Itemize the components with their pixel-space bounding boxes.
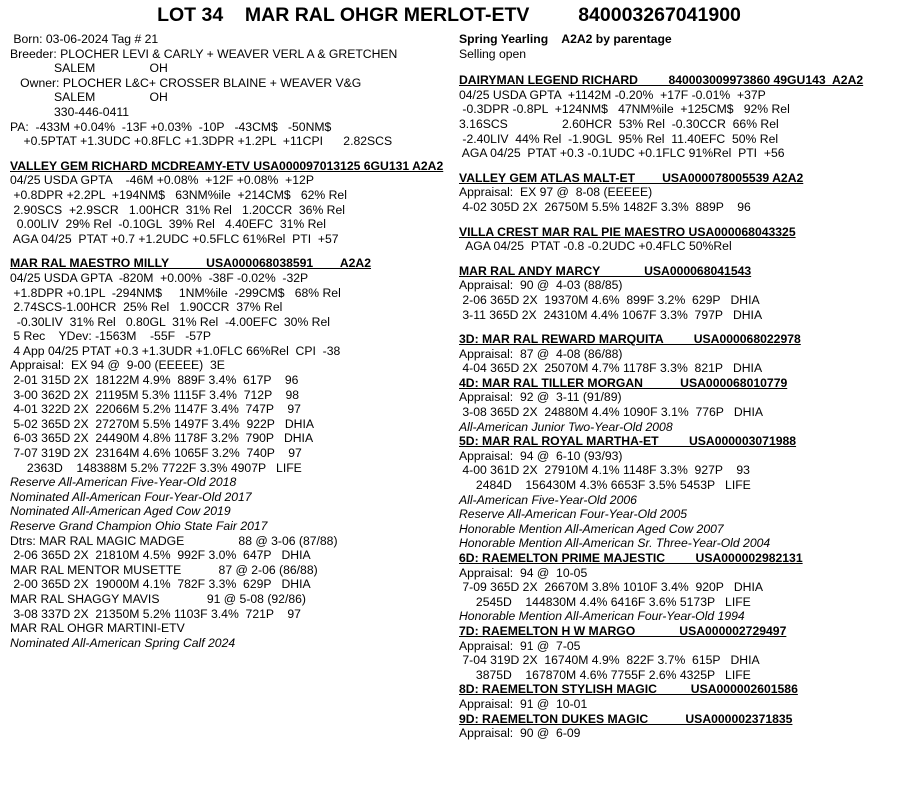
d4-info	[459, 390, 895, 419]
dam-line: +1.8DPR +0.1PL -294NM$ 1NM%ile -299CM$ 68% Rel	[10, 285, 341, 300]
pedigree-line: -2.40LIV 44% Rel -1.90GL 95% Rel 11.40EFC 50% Rel	[459, 131, 779, 146]
daughters-info	[10, 534, 446, 636]
selling-status: Selling open	[459, 46, 527, 61]
animal-info	[10, 32, 446, 149]
dam-line: 4 App 04/25 PTAT +0.3 +1.3UDR +1.0FLC 66%Rel CPI -38	[10, 343, 341, 358]
pedigree-line: Appraisal: 94 @ 10-05	[459, 565, 588, 580]
dam-line: 5-02 365D 2X 27270M 5.5% 1497F 3.4% 922P DHIA	[10, 416, 314, 431]
animal-line: SALEM OH	[10, 90, 168, 105]
d8-info	[459, 697, 895, 712]
lot-header	[0, 4, 898, 30]
d6-honors	[459, 609, 895, 624]
pedigree-line: 2484D 156430M 4.3% 6653F 3.5% 5453P LIFE	[459, 478, 751, 493]
honor-line: Nominated All-American Four-Year-Old 2017	[10, 489, 252, 504]
dam-line: 5 Rec YDev: -1563M -55F -57P	[10, 329, 211, 344]
right-column	[459, 32, 895, 741]
d3-title: 3D: MAR RAL REWARD MARQUITA USA000068022978	[459, 332, 801, 347]
d4-honors	[459, 420, 895, 435]
pedigree-line: Appraisal: 91 @ 7-05	[459, 638, 581, 653]
sire-line: 2.90SCS +2.9SCR 1.00HCR 31% Rel 1.20CCR 36% Rel	[10, 202, 345, 217]
d6-info	[459, 566, 895, 610]
honor-line: Reserve All-American Four-Year-Old 2005	[459, 507, 688, 522]
pedigree-line: Appraisal: 90 @ 6-09	[459, 726, 581, 741]
sire-info	[10, 173, 446, 246]
animal-line: Breeder: PLOCHER LEVI & CARLY + WEAVER VERL A & GRETCHEN	[10, 46, 398, 61]
lot-number: LOT 34	[157, 4, 224, 26]
dam-line: Appraisal: EX 94 @ 9-00 (EEEEE) 3E	[10, 358, 225, 373]
pedigree-line: 2-06 365D 2X 19370M 4.6% 899F 3.2% 629P DHIA	[459, 292, 760, 307]
sale-class: Spring Yearling A2A2 by parentage	[459, 32, 672, 46]
d7-info	[459, 639, 895, 683]
s3-title: VILLA CREST MAR RAL PIE MAESTRO USA000068043325	[459, 224, 796, 239]
pedigree-line: Appraisal: EX 97 @ 8-08 (EEEEE)	[459, 185, 653, 200]
animal-line: +0.5PTAT +1.3UDC +0.8FLC +1.3DPR +1.2PL +11CPI 2.82SCS	[10, 134, 393, 149]
d4-title: 4D: MAR RAL TILLER MORGAN USA000068010779	[459, 375, 788, 390]
dam-line: 2-01 315D 2X 18122M 4.9% 889F 3.4% 617P 96	[10, 373, 299, 388]
pedigree-line: 2545D 144830M 4.4% 6416F 3.6% 5173P LIFE	[459, 594, 751, 609]
pedigree-line: 3875D 167870M 4.6% 7755F 2.6% 4325P LIFE	[459, 667, 751, 682]
dam-line: 2.74SCS-1.00HCR 25% Rel 1.90CCR 37% Rel	[10, 300, 283, 315]
d7-title: 7D: RAEMELTON H W MARGO USA000002729497	[459, 623, 787, 638]
daughter-line: 2-06 365D 2X 21810M 4.5% 992F 3.0% 647P DHIA	[10, 548, 311, 563]
pedigree-line: 4-00 361D 2X 27910M 4.1% 1148F 3.3% 927P 93	[459, 463, 750, 478]
pedigree-line: 4-02 305D 2X 26750M 5.5% 1482F 3.3% 889P 96	[459, 199, 751, 214]
pedigree-line: Appraisal: 91 @ 10-01	[459, 696, 588, 711]
dam-title: MAR RAL MAESTRO MILLY USA000068038591 A2A2	[10, 256, 372, 271]
s3-info	[459, 239, 895, 254]
daughter-line: MAR RAL OHGR MARTINI-ETV	[10, 621, 185, 636]
honor-line: Honorable Mention All-American Four-Year-Old 1994	[459, 609, 745, 624]
s1-title: DAIRYMAN LEGEND RICHARD 840003009973860 49GU143 A2A2	[459, 73, 864, 88]
animal-line: Owner: PLOCHER L&C+ CROSSER BLAINE + WEAVER V&G	[10, 75, 362, 90]
animal-id: 840003267041900	[578, 4, 741, 26]
daughter-line: 3-08 337D 2X 21350M 5.2% 1103F 3.4% 721P 97	[10, 606, 301, 621]
sire-title: VALLEY GEM RICHARD MCDREAMY-ETV USA000097013125 6GU131 A2A2	[10, 158, 444, 173]
pedigree-line: 04/25 USDA GPTA +1142M -0.20% +17F -0.01% +37P	[459, 87, 766, 102]
d8-title: 8D: RAEMELTON STYLISH MAGIC USA000002601586	[459, 682, 798, 697]
d9-info	[459, 726, 895, 741]
animal-line: Born: 03-06-2024 Tag # 21	[10, 32, 159, 46]
honor-line: Reserve All-American Five-Year-Old 2018	[10, 475, 237, 490]
animal-line: PA: -433M +0.04% -13F +0.03% -10P -43CM$ -50NM$	[10, 119, 332, 134]
honor-line: Honorable Mention All-American Aged Cow 2007	[459, 521, 724, 536]
dam-line: 7-07 319D 2X 23164M 4.6% 1065F 3.2% 740P 97	[10, 446, 302, 461]
daughter-line: MAR RAL MENTOR MUSETTE 87 @ 2-06 (86/88)	[10, 562, 318, 577]
pedigree-line: 7-04 319D 2X 16740M 4.9% 822F 3.7% 615P DHIA	[459, 653, 760, 668]
sire-line: +0.8DPR +2.2PL +194NM$ 63NM%ile +214CM$ 62% Rel	[10, 187, 347, 202]
d5-title: 5D: MAR RAL ROYAL MARTHA-ET USA000003071988	[459, 434, 797, 449]
pedigree-line: Appraisal: 94 @ 6-10 (93/93)	[459, 448, 623, 463]
d6-title: 6D: RAEMELTON PRIME MAJESTIC USA000002982131	[459, 551, 803, 565]
pedigree-line: AGA 04/25 PTAT +0.3 -0.1UDC +0.1FLC 91%Rel PTI +56	[459, 146, 785, 161]
d5-honors	[459, 493, 895, 551]
left-column	[10, 32, 446, 650]
d9-title: 9D: RAEMELTON DUKES MAGIC USA000002371835	[459, 711, 793, 726]
final-note: Nominated All-American Spring Calf 2024	[10, 635, 236, 650]
d5-info	[459, 449, 895, 493]
pedigree-line: Appraisal: 92 @ 3-11 (91/89)	[459, 390, 622, 405]
pedigree-line: 3-11 365D 2X 24310M 4.4% 1067F 3.3% 797P DHIA	[459, 307, 763, 322]
pedigree-line: 7-09 365D 2X 26670M 3.8% 1010F 3.4% 920P DHIA	[459, 580, 763, 595]
dam-line: 3-00 362D 2X 21195M 5.3% 1115F 3.4% 712P 98	[10, 387, 300, 402]
dam-info	[10, 271, 446, 475]
sire-line: 0.00LIV 29% Rel -0.10GL 39% Rel 4.40EFC 31% Rel	[10, 217, 326, 232]
sire-line: AGA 04/25 PTAT +0.7 +1.2UDC +0.5FLC 61%Rel PTI +57	[10, 231, 339, 246]
sire-line: 04/25 USDA GPTA -46M +0.08% +12F +0.08% +12P	[10, 173, 314, 188]
pedigree-line: 3.16SCS 2.60HCR 53% Rel -0.30CCR 66% Rel	[459, 116, 779, 131]
daughter-line: Dtrs: MAR RAL MAGIC MADGE 88 @ 3-06 (87/88)	[10, 533, 338, 548]
s1-info	[459, 88, 895, 161]
dam-line: -0.30LIV 31% Rel 0.80GL 31% Rel -4.00EFC 30% Rel	[10, 314, 330, 329]
animal-line: SALEM OH	[10, 61, 168, 76]
honor-line: All-American Junior Two-Year-Old 2008	[459, 419, 673, 434]
honor-line: Nominated All-American Aged Cow 2019	[10, 504, 231, 519]
dam-honors	[10, 475, 446, 533]
honor-line: Honorable Mention All-American Sr. Three-Year-Old 2004	[459, 536, 771, 551]
s4-info	[459, 278, 895, 322]
dam-line: 4-01 322D 2X 22066M 5.2% 1147F 3.4% 747P 97	[10, 402, 301, 417]
honor-line: Reserve Grand Champion Ohio State Fair 2017	[10, 519, 268, 533]
dam-line: 04/25 USDA GPTA -820M +0.00% -38F -0.02% -32P	[10, 270, 309, 285]
pedigree-line: AGA 04/25 PTAT -0.8 -0.2UDC +0.4FLC 50%Rel	[459, 239, 732, 254]
animal-line: 330-446-0411	[10, 104, 130, 119]
s2-info	[459, 185, 895, 214]
dam-line: 2363D 148388M 5.2% 7722F 3.3% 4907P LIFE	[10, 460, 302, 475]
pedigree-line: Appraisal: 90 @ 4-03 (88/85)	[459, 278, 623, 293]
daughter-line: 2-00 365D 2X 19000M 4.1% 782F 3.3% 629P DHIA	[10, 577, 311, 592]
honor-line: All-American Five-Year-Old 2006	[459, 492, 637, 507]
daughter-line: MAR RAL SHAGGY MAVIS 91 @ 5-08 (92/86)	[10, 591, 306, 606]
pedigree-line: 3-08 365D 2X 24880M 4.4% 1090F 3.1% 776P DHIA	[459, 405, 763, 420]
pedigree-line: 4-04 365D 2X 25070M 4.7% 1178F 3.3% 821P DHIA	[459, 361, 763, 376]
pedigree-line: Appraisal: 87 @ 4-08 (86/88)	[459, 346, 623, 361]
s4-title: MAR RAL ANDY MARCY USA000068041543	[459, 263, 752, 278]
s2-title: VALLEY GEM ATLAS MALT-ET USA000078005539 A2A2	[459, 170, 804, 185]
pedigree-line: -0.3DPR -0.8PL +124NM$ 47NM%ile +125CM$ 92% Rel	[459, 102, 790, 117]
d3-info	[459, 347, 895, 376]
dam-line: 6-03 365D 2X 24490M 4.8% 1178F 3.2% 790P DHIA	[10, 431, 314, 446]
animal-name: MAR RAL OHGR MERLOT-ETV	[244, 4, 530, 26]
